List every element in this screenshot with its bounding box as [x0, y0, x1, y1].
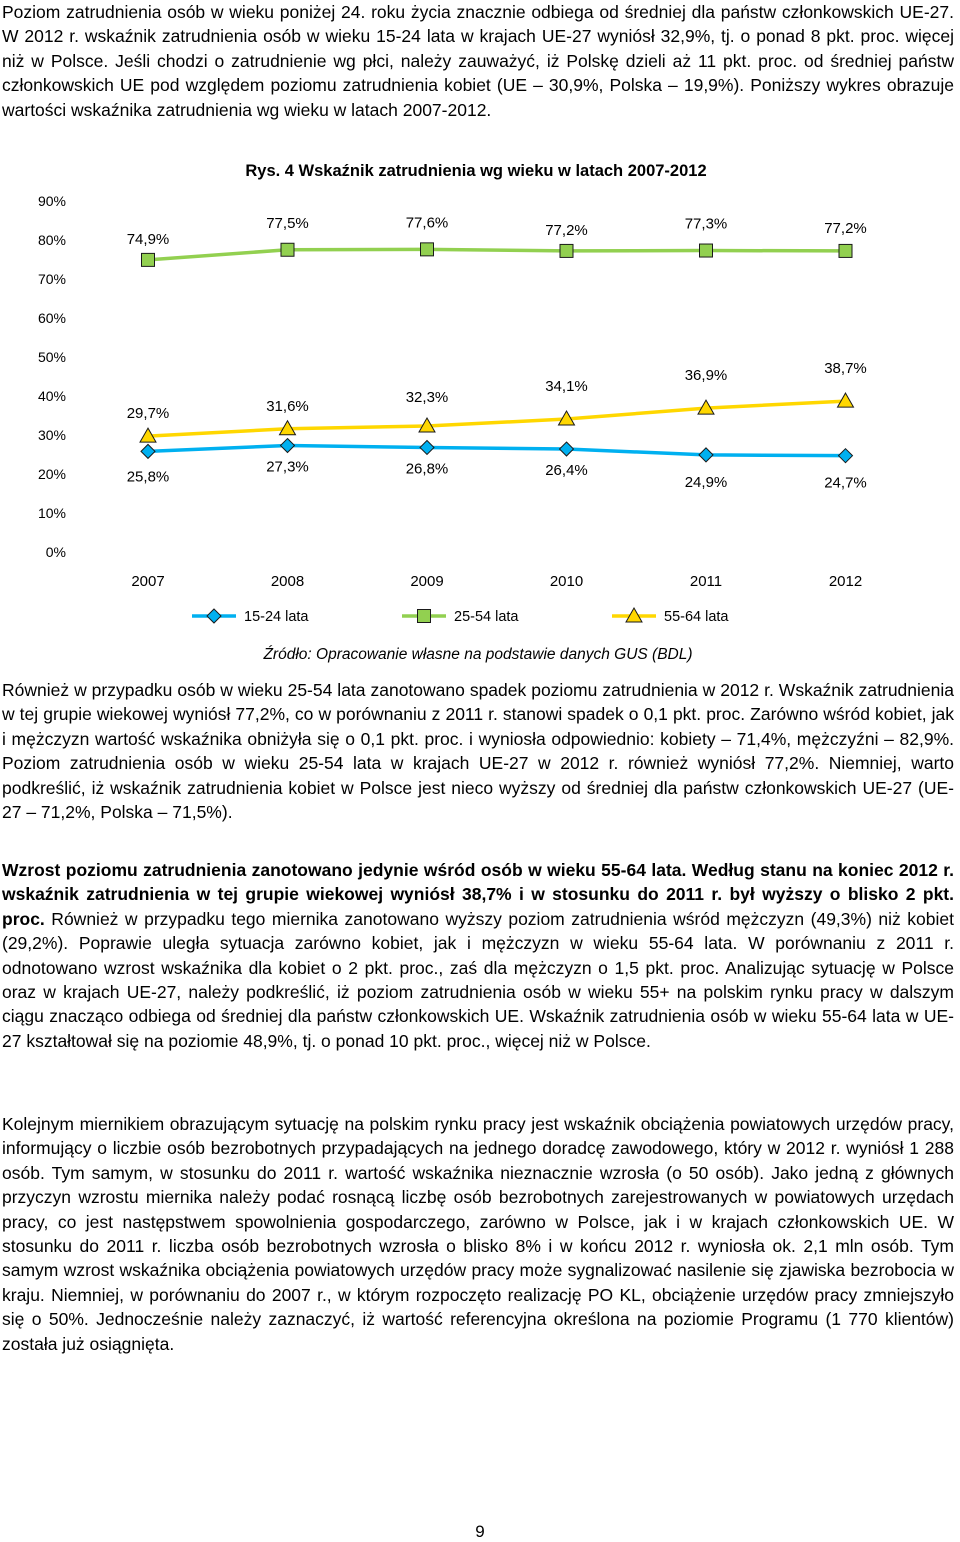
- paragraph-55-64: [2, 858, 954, 1053]
- data-label: 74,9%: [126, 230, 170, 248]
- marker-square: [700, 244, 713, 257]
- marker-diamond: [699, 448, 713, 462]
- marker-square: [142, 253, 155, 266]
- y-tick-label: 20%: [37, 466, 66, 482]
- legend-label: 25-54 lata: [454, 609, 519, 625]
- data-label: 77,6%: [405, 214, 449, 232]
- data-label: 26,4%: [545, 462, 588, 480]
- legend-item: [192, 609, 309, 625]
- y-tick-label: 50%: [37, 349, 66, 365]
- data-label: 24,9%: [684, 473, 728, 491]
- data-label: 77,5%: [266, 214, 309, 232]
- chart-legend: [192, 608, 729, 625]
- marker-square: [560, 244, 573, 257]
- data-label: 77,2%: [545, 221, 588, 239]
- series-25-54-lata: [127, 214, 867, 266]
- marker-square: [421, 243, 434, 256]
- series-15-24-lata: [127, 439, 867, 492]
- data-label: 25,8%: [126, 468, 170, 486]
- y-tick-label: 60%: [37, 310, 66, 326]
- paragraph-25-54: Również w przypadku osób w wieku 25-54 lata zanotowano spadek poziomu zatrudnienia w 2012 r. Wskaźnik zatrudnienia w tej grupie wiekowej wyniósł 77,2%, co w porównaniu z 2011 r. stanowi spadek o 0,1 pkt. proc. Zarówno wśród kobiet, jak i mężczyzn wartość wskaźnika obniżyła się o 0,1 pkt. proc. i wyniosła odpowiednio: kobiety – 71,4%, mężczyźni – 82,9%. Poziom zatrudnienia osób w wieku 25-54 lata w krajach UE-27 w 2012 r. również wyniósł 77,2%. Niemniej, warto podkreślić, iż wskaźnik zatrudnienia kobiet w Polsce jest nieco wyższy od średniej dla państw członkowskich UE-27 (UE-27 – 71,2%, Polska – 71,5%).: [2, 680, 954, 823]
- data-label: 27,3%: [266, 458, 309, 476]
- x-tick-label: 2012: [828, 573, 863, 590]
- paragraph-55-64-rest: Również w przypadku tego miernika zanotowano wyższy poziom zatrudnienia wśród mężczyzn (49,3%) niż kobiet (29,2%). Poprawie uległa sytuacja zarówno kobiet, jak i mężczyzn w wieku 55-64 lata. W porównaniu z 2011 r. odnotowano wzrost wskaźnika dla kobiet o 2 pkt. proc., zaś dla mężczyzn o 1,5 pkt. proc. Analizując sytuację w Polsce oraz w krajach UE-27, należy podkreślić, iż poziom zatrudnienia osób w wieku 55+ na polskim rynku pracy w dalszym ciągu znacząco odbiega od średniej dla państw członkowskich UE. Wskaźnik zatrudnienia osób w wieku 55-64 lata w UE-27 kształtował się na poziomie 48,9%, tj. o ponad 10 pkt. proc., więcej niż w Polsce.: [2, 908, 954, 1051]
- data-label: 26,8%: [405, 460, 449, 478]
- paragraph-job-office-load: Kolejnym miernikiem obrazującym sytuację na polskim rynku pracy jest wskaźnik obciążenia powiatowych urzędów pracy, informujący o liczbie osób bezrobotnych przypadających na jednego doradcę zawodowego, który w 2012 r. wyniósł 1 288 osób. Tym samym, w stosunku do 2011 r. wartość wskaźnika nieznacznie wzrosła (o 50 osób). Jako jedną z głównych przyczyn wzrostu miernika należy podać rosnącą liczbę osób bezrobotnych zarejestrowanych w powiatowych urzędach pracy, co jest następstwem spowolnienia gospodarczego, zarówno w Polsce, jak i w krajach członkowskich UE. W stosunku do 2011 r. liczba osób bezrobotnych wzrosła o blisko 8% i w końcu 2012 r. wyniosła ok. 2,1 mln osób. Tym samym wzrost wskaźnika obciążenia powiatowych urzędów pracy może sygnalizować nasilenie się zjawiska bezrobocia w kraju. Niemniej, w porównaniu do 2007 r., w którym rozpoczęto realizację PO KL, obciążenie urzędów pracy zmniejszyło się o 50%. Jednocześnie należy zaznaczyć, iż wartość referencyjna określona na poziomie Programu (1 770 klientów) została już osiągnięta.: [2, 1114, 954, 1354]
- x-tick-label: 2009: [410, 573, 444, 590]
- legend-item: [402, 609, 519, 625]
- y-tick-label: 70%: [37, 271, 66, 287]
- page-number: 9: [475, 1522, 485, 1541]
- x-tick-label: 2007: [131, 573, 165, 590]
- series-line: [148, 249, 846, 260]
- marker-diamond: [420, 440, 434, 454]
- legend-marker-diamond: [207, 609, 221, 623]
- employment-rate-chart: [0, 156, 960, 668]
- chart-source: Źródło: Opracowanie własne na podstawie danych GUS (BDL): [263, 646, 693, 663]
- paragraph-intro: Poziom zatrudnienia osób w wieku poniżej 24. roku życia znacznie odbiega od średniej dla państw członkowskich UE-27. W 2012 r. wskaźnik zatrudnienia osób w wieku 15-24 lata w krajach UE-27 wyniósł 32,9%, tj. o ponad 8 pkt. proc. więcej niż w Polsce. Jeśli chodzi o zatrudnienie wg płci, należy zauważyć, iż Polskę dzieli aż 11 pkt. proc. od średniej państw członkowskich UE pod względem poziomu zatrudnienia kobiet (UE – 30,9%, Polska – 19,9%). Poniższy wykres obrazuje wartości wskaźnika zatrudnienia wg wieku w latach 2007-2012.: [2, 2, 954, 120]
- data-label: 29,7%: [126, 405, 170, 423]
- x-tick-label: 2010: [549, 573, 584, 590]
- data-label: 34,1%: [545, 378, 588, 396]
- data-label: 32,3%: [405, 389, 449, 407]
- marker-square: [281, 243, 294, 256]
- marker-diamond: [141, 444, 155, 458]
- series-line: [148, 401, 846, 436]
- series-line: [148, 446, 846, 456]
- data-label: 31,6%: [266, 397, 309, 415]
- y-tick-label: 0%: [45, 544, 66, 560]
- x-tick-label: 2011: [689, 573, 723, 590]
- data-label: 77,2%: [824, 219, 867, 237]
- y-axis: [38, 193, 66, 560]
- y-tick-label: 40%: [37, 388, 66, 404]
- legend-item: [612, 608, 729, 625]
- data-label: 36,9%: [684, 367, 728, 385]
- legend-label: 15-24 lata: [244, 609, 309, 625]
- y-tick-label: 80%: [37, 232, 66, 248]
- paragraph-55-64-bold: Wzrost poziomu zatrudnienia zanotowano jedynie wśród osób w wieku 55-64 lata. Według stanu na koniec 2012 r. wskaźnik zatrudnienia w tej grupie wiekowej wyniósł 38,7% i w stosunku do 2011 r. był wyższy o blisko 2 pkt. proc.: [2, 860, 954, 929]
- chart-title: Rys. 4 Wskaźnik zatrudnienia wg wieku w latach 2007-2012: [245, 162, 707, 180]
- marker-diamond: [281, 439, 295, 453]
- x-axis: [131, 573, 862, 590]
- legend-label: 55-64 lata: [664, 609, 729, 625]
- data-label: 38,7%: [824, 360, 867, 378]
- y-tick-label: 30%: [37, 427, 66, 443]
- y-tick-label: 90%: [37, 193, 66, 209]
- marker-diamond: [560, 442, 574, 456]
- data-label: 77,3%: [684, 215, 728, 233]
- series-layer: [127, 214, 867, 491]
- marker-square: [839, 244, 852, 257]
- data-label: 24,7%: [824, 474, 867, 492]
- marker-diamond: [839, 449, 853, 463]
- y-tick-label: 10%: [37, 505, 66, 521]
- x-tick-label: 2008: [270, 573, 305, 590]
- legend-marker-square: [418, 610, 431, 623]
- series-55-64-lata: [127, 360, 867, 442]
